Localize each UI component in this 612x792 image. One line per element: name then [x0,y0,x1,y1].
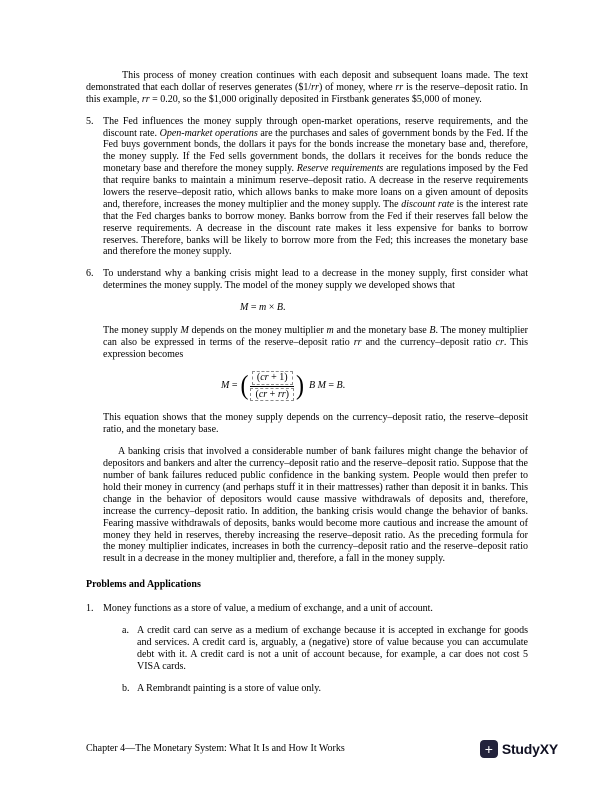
money-supply-formula: M = m × B. [240,302,286,314]
open-paren: ( [240,371,249,402]
banking-crisis-paragraph: A banking crisis that involved a considerable number of bank failures might change the behavior of depositors and bankers and alter the currency–deposit ratio and the reserve–deposit ratio. Suppose that the number of bank failures reduced public confidence in the banking system. People would then prefer to hold their money in currency (and perhaps stuff it in their mattresses) rather than deposit it in banks. This change in the behavior of depositors would cause massive withdrawals of deposits and, therefore, increase the currency–deposit ratio. In addition, the banking crisis would change the behavior of banks. Fearing massive withdrawals of deposits, banks would become more cautious and increase the amount of money they held in reserves, thereby increasing the reserve–deposit ratio. As the preceding formula for the money multiplier indicates, increases in both the currency–deposit ratio and the reserve–deposit ratio result in a decrease in the money multiplier and, therefore, a fall in the money supply. [103,446,528,565]
item5-body [103,116,528,259]
subitem-a [122,625,528,673]
subitem-b [122,683,528,695]
page-footer [86,740,558,758]
logo-xy: XY [539,740,558,757]
item6-intro-text: To understand why a banking crisis might lead to a decrease in the money supply, first consider what determines the money supply. The model of the money supply we developed shows that [103,268,528,292]
subitem-b-letter: b. [122,682,130,694]
plus-icon: + [480,740,498,758]
problem-1 [86,603,528,704]
problem-1-text: Money functions as a store of value, a medium of exchange, and a unit of account. [103,603,433,615]
problems-heading: Problems and Applications [86,579,201,591]
money-multiplier-formula [221,371,528,402]
item-number-6: 6. [86,268,94,280]
formula-rhs: B M = B. [308,380,346,392]
problem-1-sublist [122,625,528,694]
subitem-a-letter: a. [122,624,129,636]
fraction-numerator: (cr + 1) [252,371,293,385]
close-paren: ) [295,371,304,402]
equation-conclusion-paragraph: This equation shows that the money supply depends on the currency–deposit ratio, the reserve–deposit ratio, and the monetary base. [103,412,528,436]
problem-1-number: 1. [86,603,94,615]
logo-study: Study [501,740,540,757]
subitem-b-text: A Rembrandt painting is a store of value only. [137,682,322,694]
fraction-bar [250,386,293,387]
item5-text: The Fed influences the money supply through open-market operations, reserve requirements, and the discount rate. Open-market operations are the purchases and sales of government bonds by the Fed. If the Fed buys government bonds, the dollars it pays for the bonds increase the monetary base and, therefore, the money supply. If the Fed sells government bonds, the dollars it receives for the bonds reduce the monetary base and therefore the money supply. Reserve requirements are regulations imposed by the Fed that require banks to maintain a minimum reserve–deposit ratio. A decrease in the reserve requirements lowers the reserve–deposit ratio, which allows banks to make more loans on a given amount of deposits and, therefore, increases the money multiplier and the money supply. The discount rate is the interest rate that the Fed charges banks to borrow money. Banks borrow from the Fed if their reserves fall below the reserve requirements. A decrease in the discount rate makes it less expensive for banks to borrow reserves. Therefore, banks will be likely to borrow more from the Fed; this increases the monetary base and therefore the money supply. [103,115,528,258]
intro-paragraph: This process of money creation continues with each deposit and subsequent loans made. The text demonstrated that each dollar of reserves generates ($1/rr) of money, where rr is the reserve–deposit ratio. In this example, rr = 0.20, so the $1,000 originally deposited in Firstbank generates $5,000 of money. [86,70,528,105]
subitem-a-text: A credit card can serve as a medium of exchange because it is accepted in exchange for goods and services. A credit card is, arguably, a (negative) store of value because you can accumulate debt with it. A credit card is not a unit of account because, for example, a car does not cost 5 VISA cards. [137,624,528,672]
list-item-6 [86,268,528,565]
chapter-footer-text: Chapter 4—The Monetary System: What It Is and How It Works [86,743,345,755]
formula-lhs: M = [221,380,238,392]
fraction-denominator: (cr + rr) [250,388,293,402]
fraction [250,371,293,402]
list-item-5 [86,116,528,259]
studyxy-logo [480,740,558,758]
logo-text [502,741,558,758]
item-number-5: 5. [86,115,94,127]
problem-1-body [103,603,528,704]
money-multiplier-paragraph: The money supply M depends on the money multiplier m and the monetary base B. The money multiplier can also be expressed in terms of the reserve–deposit ratio rr and the currency–deposit ratio cr. This expression becomes [103,325,529,360]
item6-body [103,268,528,565]
